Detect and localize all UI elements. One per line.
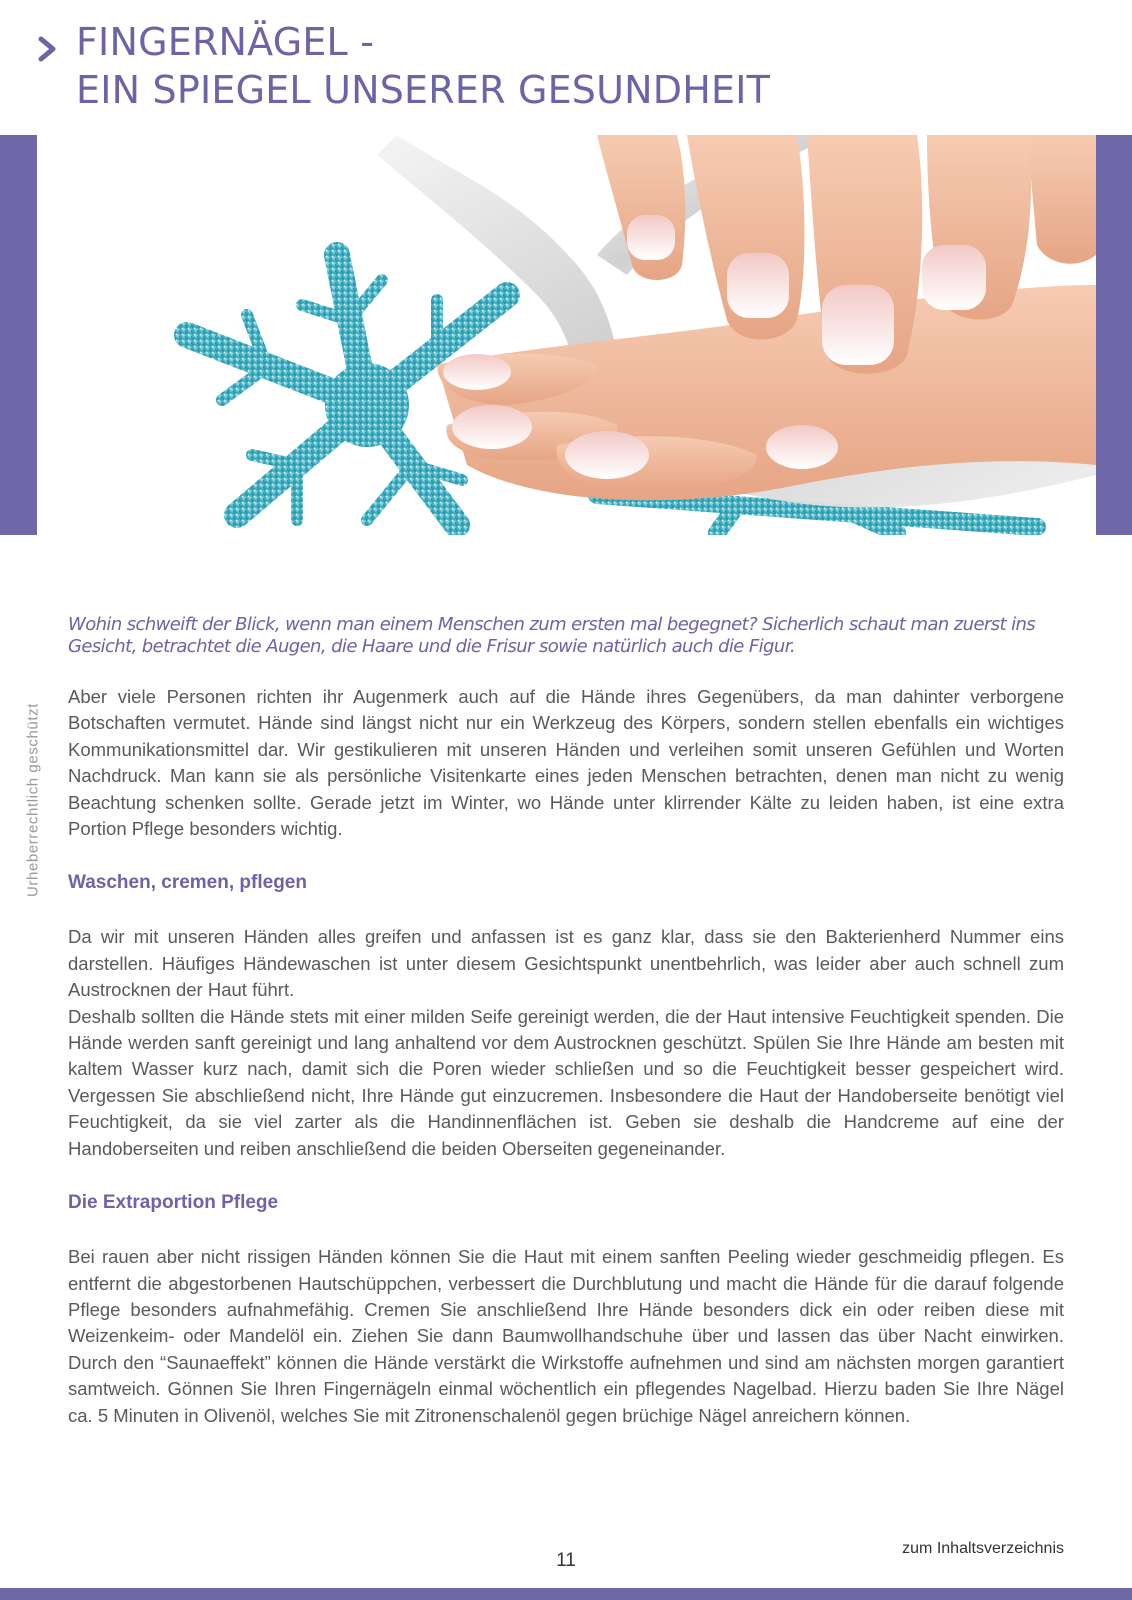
chevron-right-icon [36,36,60,62]
page-title [36,18,1096,114]
page-number: 11 [556,1550,576,1571]
accent-bar-right [1096,135,1132,535]
intro-lead: Wohin schweift der Blick, wenn man einem Menschen zum ersten mal begegnet? Sicherlich schaut man zuerst ins Gesicht, betrachtet die Augen, die Haare und die Frisur sowie natürlich auch die Figur. [68,614,1036,657]
title-line-1: FINGERNÄGEL - [76,20,375,64]
footer-accent-bar [0,1588,1132,1600]
body-paragraph: Aber viele Personen richten ihr Augenmerk auch auf die Hände ihres Gegenübers, da man dahinter verborgene Botschaften vermutet. Hände sind längst nicht nur ein Werkzeug des Körpers, sondern stellen ebenfalls ein wichtiges Kommunikationsmittel dar. Wir gestikulieren mit unseren Händen und verleihen somit unseren Gefühlen und Worten Nachdruck. Man kann sie als persönliche Visitenkarte eines jeden Menschen betrachten, denen man nicht zu wenig Beachtung schenken sollte. Gerade jetzt im Winter, wo Hände unter klirrender Kälte zu leiden haben, ist eine extra Portion Pflege besonders wichtig. [68,686,1064,840]
body-paragraph: Bei rauen aber nicht rissigen Händen können Sie die Haut mit einem sanften Peeling wieder geschmeidig pflegen. Es entfernt die abgestorbenen Hautschüppchen, verbessert die Durchblutung und macht die Hände für die darauf folgende Pflege besonders aufnahmefähig. Cremen Sie anschließend Ihre Hände besonders dick ein oder reiben diese mit Weizenkeim- oder Mandelöl ein. Ziehen Sie dann Baumwollhandschuhe über und lassen das über Nacht einwirken. Durch den “Saunaeffekt” können die Hände verstärkt die Wirkstoffe aufnehmen und sind am nächsten morgen garantiert samtweich. Gönnen Sie Ihren Fingernägeln einmal wöchentlich ein pflegendes Nagelbad. Hierzu baden Sie Ihre Nägel ca. 5 Minuten in Olivenöl, welches Sie mit Zitronenschalenöl gegen brüchige Nägel anreichern können. [68,1246,1064,1426]
accent-bar-left [0,135,37,535]
hands-illustration [37,135,1096,535]
body-paragraph: Da wir mit unseren Händen alles greifen und anfassen ist es ganz klar, dass sie den Bakterienherd Nummer eins darstellen. Häufiges Händewaschen ist unter diesem Gesichtspunkt unentbehrlich, was leider aber auch schnell zum Austrocknen der Haut führt. [68,926,1064,1001]
article-content [68,614,1064,1429]
body-paragraph: Deshalb sollten die Hände stets mit einer milden Seife gereinigt werden, die der Haut intensive Feuchtigkeit spenden. Die Hände werden sanft gereinigt und lang anhaltend vor dem Austrocknen geschützt. Spülen Sie Ihre Hände am besten mit kaltem Wasser kurz nach, damit sich die Poren wieder schließen und so die Feuchtigkeit besser gespeichert wird. Vergessen Sie abschließend nicht, Ihre Hände gut einzucremen. Insbesondere die Haut der Handoberseite benötigt viel Feuchtigkeit, da sie viel zarter als die Handinnenflächen ist. Geben sie deshalb die Handcreme auf eine der Handoberseiten und reiben anschließend die beiden Oberseiten gegeneinander. [68,1005,1064,1159]
title-line-2: EIN SPIEGEL UNSERER GESUNDHEIT [76,68,771,112]
table-of-contents-link[interactable]: zum Inhaltsverzeichnis [902,1540,1064,1557]
hero-image-manicured-hands [37,135,1096,535]
section-heading-waschen: Waschen, cremen, pflegen [68,872,307,894]
copyright-side-note: Urheberrechtlich geschützt [24,702,42,898]
section-heading-extraportion: Die Extraportion Pflege [68,1192,279,1214]
